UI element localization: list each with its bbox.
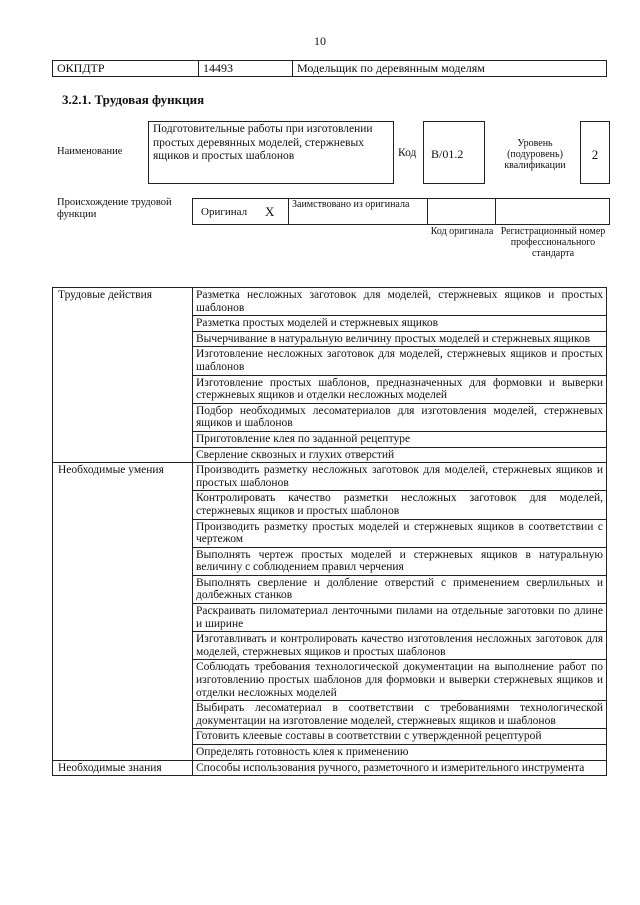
section-category-continuation — [53, 632, 193, 660]
section-category-continuation — [53, 519, 193, 547]
section-category: Трудовые действия — [53, 288, 193, 316]
section-category-continuation — [53, 403, 193, 431]
section-category-continuation — [53, 316, 193, 332]
section-item: Способы использования ручного, разметочного и измерительного инструмента — [193, 760, 607, 776]
section-item: Изготовление несложных заготовок для моделей, стержневых ящиков и простых шаблонов — [193, 347, 607, 375]
table-row — [53, 547, 607, 575]
section-category-continuation — [53, 729, 193, 745]
section-category-continuation — [53, 575, 193, 603]
section-item: Изготавливать и контролировать качество изготовления несложных заготовок для моделей, стержневых ящиков и простых шаблонов — [193, 632, 607, 660]
section-category: Необходимые знания — [53, 760, 193, 776]
section-item: Выполнять сверление и долбление отверстий с применением сверлильных и долбежных станков — [193, 575, 607, 603]
origin-code-caption: Код оригинала — [430, 226, 494, 237]
table-row — [53, 632, 607, 660]
section-item: Готовить клеевые составы в соответствии с утвержденной рецептурой — [193, 729, 607, 745]
section-category-continuation — [53, 604, 193, 632]
reg-number-caption: Регистрационный номер профессионального стандарта — [500, 226, 606, 259]
code-label: Код — [398, 147, 417, 159]
table-row — [53, 347, 607, 375]
original-mark: X — [265, 204, 275, 219]
section-item: Приготовление клея по заданной рецептуре — [193, 431, 607, 447]
section-item: Вычерчивание в натуральную величину простых моделей и стержневых ящиков — [193, 331, 607, 347]
section-item: Подбор необходимых лесоматериалов для изготовления моделей, стержневых ящиков и шаблонов — [193, 403, 607, 431]
section-item: Производить разметку несложных заготовок для моделей, стержневых ящиков и простых шаблонов — [193, 463, 607, 491]
section-category-continuation — [53, 431, 193, 447]
borrowed-cell: Заимствовано из оригинала — [288, 198, 428, 225]
function-code-box: B/01.2 — [423, 121, 485, 184]
table-row — [53, 745, 607, 761]
labor-function-table — [52, 287, 607, 776]
section-item: Соблюдать требования технологической документации на выполнение работ по изготовлению простых шаблонов для формовки и выверки стержневых ящиков и отделки несложных моделей — [193, 660, 607, 701]
original-label: Оригинал — [201, 206, 248, 218]
table-row — [53, 491, 607, 519]
name-label: Наименование — [57, 146, 123, 157]
section-item: Раскраивать пиломатериал ленточными пилами на отдельные заготовки по длине и ширине — [193, 604, 607, 632]
section-item: Разметка простых моделей и стержневых ящиков — [193, 316, 607, 332]
function-name-box: Подготовительные работы при изготовлении простых деревянных моделей, стержневых ящиков и простых шаблонов — [148, 121, 394, 184]
classifier-code: 14493 — [199, 61, 293, 77]
okpdtr-row — [53, 61, 607, 77]
table-row — [53, 660, 607, 701]
table-row — [53, 375, 607, 403]
section-category-continuation — [53, 745, 193, 761]
reg-number-cell — [495, 198, 610, 225]
occupation-name: Модельщик по деревянным моделям — [293, 61, 607, 77]
section-item: Выбирать лесоматериал в соответствии с требованиями технологической документации на изготовление моделей, стержневых ящиков и шаблонов — [193, 701, 607, 729]
section-category: Необходимые умения — [53, 463, 193, 491]
section-item: Сверление сквозных и глухих отверстий — [193, 447, 607, 463]
section-category-continuation — [53, 447, 193, 463]
section-item: Выполнять чертеж простых моделей и стержневых ящиков в натуральную величину с соблюдением правил черчения — [193, 547, 607, 575]
page-number: 10 — [314, 34, 326, 48]
classifier-name: ОКПДТР — [53, 61, 199, 77]
table-row — [53, 431, 607, 447]
level-label: Уровень (подуровень) квалификации — [504, 138, 566, 171]
section-category-continuation — [53, 701, 193, 729]
section-category-continuation — [53, 491, 193, 519]
section-item: Контролировать качество разметки несложных заготовок для моделей, стержневых ящиков и простых шаблонов — [193, 491, 607, 519]
table-row — [53, 519, 607, 547]
section-item: Производить разметку простых моделей и стержневых ящиков в соответствии с чертежом — [193, 519, 607, 547]
section-item: Изготовление простых шаблонов, предназначенных для формовки и выверки стержневых ящиков и отделки несложных моделей — [193, 375, 607, 403]
okpdtr-code-table — [52, 60, 607, 77]
table-row — [53, 729, 607, 745]
table-row — [53, 403, 607, 431]
table-row — [53, 447, 607, 463]
origin-label: Происхождение трудовой функции — [57, 197, 172, 220]
section-category-continuation — [53, 331, 193, 347]
table-row — [53, 575, 607, 603]
table-row — [53, 316, 607, 332]
table-row — [53, 463, 607, 491]
table-body — [53, 288, 607, 776]
origin-code-cell — [427, 198, 496, 225]
table-row — [53, 760, 607, 776]
level-value-box: 2 — [580, 121, 610, 184]
original-cell — [192, 198, 289, 225]
section-category-continuation — [53, 347, 193, 375]
section-category-continuation — [53, 660, 193, 701]
section-category-continuation — [53, 375, 193, 403]
table-row — [53, 288, 607, 316]
section-item: Определять готовность клея к применению — [193, 745, 607, 761]
section-item: Разметка несложных заготовок для моделей, стержневых ящиков и простых шаблонов — [193, 288, 607, 316]
table-row — [53, 701, 607, 729]
table-row — [53, 331, 607, 347]
section-title: 3.2.1. Трудовая функция — [62, 92, 205, 107]
table-row — [53, 604, 607, 632]
section-category-continuation — [53, 547, 193, 575]
